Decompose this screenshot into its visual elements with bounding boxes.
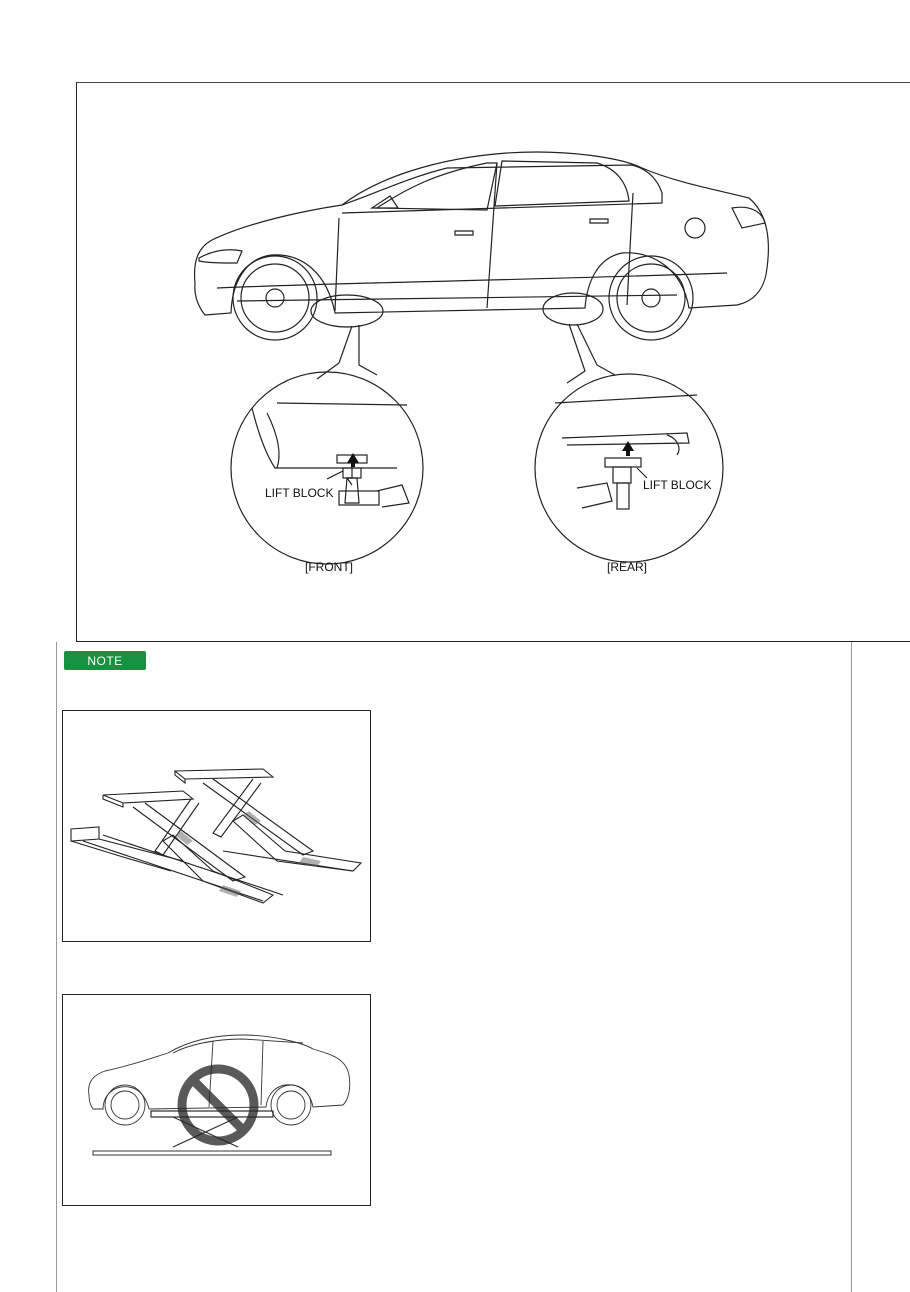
prohibited-lift-icon — [63, 995, 370, 1205]
scissor-lift-figure — [62, 710, 371, 942]
prohibited-lift-figure — [62, 994, 371, 1206]
rear-lift-block-label: LIFT BLOCK — [643, 478, 712, 492]
rear-caption: [REAR] — [607, 560, 648, 574]
vehicle-lift-point-figure — [76, 82, 910, 642]
scissor-lift-illustration — [63, 711, 370, 941]
front-caption: [FRONT] — [305, 560, 353, 574]
note-badge: NOTE — [64, 651, 146, 670]
front-lift-block-label: LIFT BLOCK — [265, 486, 334, 500]
car-side-illustration — [77, 83, 910, 643]
